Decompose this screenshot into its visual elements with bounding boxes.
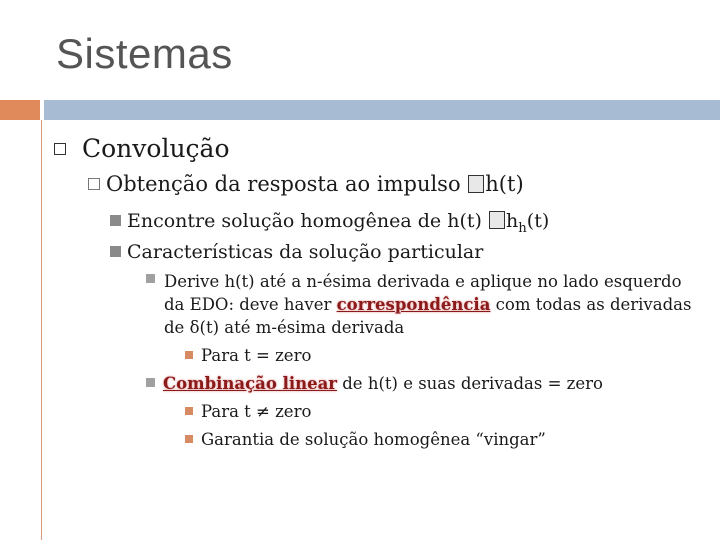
header-title-bar: [44, 100, 720, 120]
level5a-text: Para t = zero: [201, 346, 312, 365]
square-bullet-icon: [185, 435, 193, 443]
left-rule: [41, 120, 42, 540]
level5c-text: Garantia de solução homogênea “vingar”: [201, 430, 546, 449]
slide-title: Sistemas: [56, 30, 233, 77]
square-bullet-icon: [110, 215, 121, 226]
level1-text: Convolução: [82, 134, 230, 163]
level2-suffix: h(t): [485, 172, 524, 196]
level3b-text: Características da solução particular: [127, 241, 484, 263]
level4b-emphasis: Combinação linear: [163, 374, 337, 393]
square-bullet-icon: [110, 246, 121, 257]
square-bullet-icon: [146, 378, 155, 387]
level2-text: Obtenção da resposta ao impulso: [106, 172, 468, 196]
bullet-level4-linear-combination: [146, 374, 603, 393]
level3a-text: Encontre solução homogênea de h(t): [127, 210, 488, 232]
level5b-text: Para t ≠ zero: [201, 402, 312, 421]
level4a-paragraph: [164, 270, 704, 339]
square-bullet-icon: [185, 407, 193, 415]
bullet-level2: [88, 172, 524, 196]
level3a-tail: (t): [526, 210, 550, 232]
square-bullet-icon: [185, 351, 193, 359]
header-accent-bar: [0, 100, 40, 120]
level4b-rest: de h(t) e suas derivadas = zero: [337, 374, 603, 393]
missing-glyph-icon: [468, 175, 484, 193]
level4a-emphasis: correspondência: [336, 295, 491, 314]
bullet-level3-homogeneous: Encontre solução homogênea de h(t) $h_h(t)$: [110, 210, 549, 236]
bullet-level1: [54, 134, 230, 163]
hollow-square-bullet-icon: [54, 143, 66, 155]
missing-glyph-icon: [489, 211, 505, 229]
bullet-level5-t-nonzero: [185, 402, 311, 421]
level3a-subscript: h: [518, 220, 527, 236]
bullet-level5-t-zero: [185, 346, 311, 365]
level4a-part1: Derive h(t) até a n-ésima derivada e aplique no lado esquerdo da EDO: deve haver: [164, 272, 682, 314]
square-bullet-icon: [146, 274, 155, 283]
bullet-level3-particular: [110, 241, 483, 263]
bullet-level5-guarantee: [185, 430, 546, 449]
level4a-part2: com todas as derivadas de δ(t) até m-ésima derivada: [164, 295, 692, 337]
bullet-level4-icon-row: [146, 270, 163, 289]
hollow-square-bullet-icon: [88, 178, 100, 190]
